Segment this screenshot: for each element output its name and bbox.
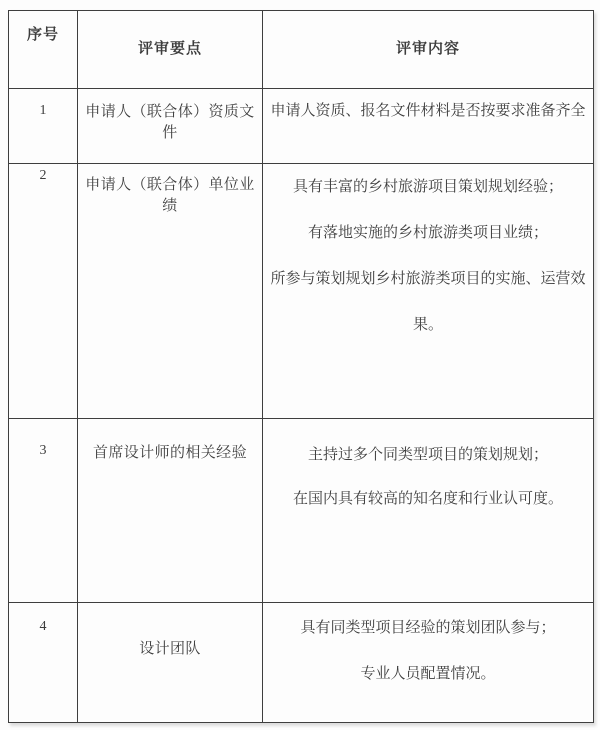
content-line: 有落地实施的乡村旅游类项目业绩； bbox=[307, 225, 548, 241]
row-review-point: 首席设计师的相关经验 bbox=[78, 419, 263, 603]
row-review-point: 设计团队 bbox=[78, 603, 263, 723]
table-row bbox=[9, 164, 594, 419]
row-serial-number: 1 bbox=[9, 89, 78, 164]
row-review-content bbox=[263, 164, 594, 419]
row-serial-number: 4 bbox=[9, 603, 78, 723]
table-header-row bbox=[9, 11, 594, 89]
content-line: 在国内具有较高的知名度和行业认可度。 bbox=[292, 491, 563, 507]
row-review-point: 申请人（联合体）资质文件 bbox=[78, 89, 263, 164]
row-review-content bbox=[263, 89, 594, 164]
table-row bbox=[9, 603, 594, 723]
row-review-content bbox=[263, 603, 594, 723]
row-review-point: 申请人（联合体）单位业绩 bbox=[78, 164, 263, 419]
content-line: 申请人资质、报名文件材料是否按要求准备齐全 bbox=[270, 103, 586, 119]
content-line: 主持过多个同类型项目的策划规划； bbox=[307, 447, 548, 463]
row-review-content bbox=[263, 419, 594, 603]
review-criteria-table bbox=[8, 10, 594, 723]
content-line: 具有丰富的乡村旅游项目策划规划经验； bbox=[292, 179, 563, 195]
header-serial-number: 序号 bbox=[9, 11, 78, 89]
row-serial-number: 3 bbox=[9, 419, 78, 603]
content-line: 专业人员配置情况。 bbox=[360, 666, 496, 682]
table-row bbox=[9, 419, 594, 603]
content-line: 所参与策划规划乡村旅游类项目的实施、运营效果。 bbox=[270, 271, 586, 333]
content-line: 具有同类型项目经验的策划团队参与； bbox=[300, 620, 556, 636]
table-row bbox=[9, 89, 594, 164]
header-review-point: 评审要点 bbox=[78, 11, 263, 89]
header-review-content: 评审内容 bbox=[263, 11, 594, 89]
row-serial-number: 2 bbox=[9, 164, 78, 419]
